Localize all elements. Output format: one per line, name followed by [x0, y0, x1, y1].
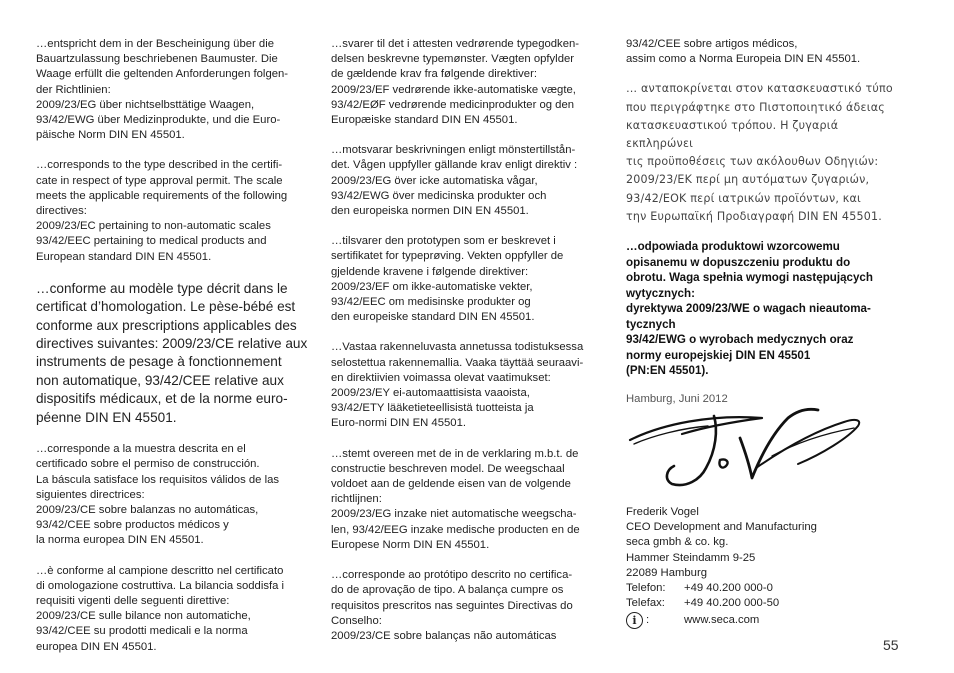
- fax-label: Telefax:: [626, 597, 665, 610]
- declaration-sv: …motsvarar beskrivningen enligt mönstertillstån- det. Vågen uppfyller gällande krav enligt direktiv : 2009/23/EG över icke automatiska vågar, 93/42/EWG över medicinska produkter och den europeiska normen DIN EN 45501.: [331, 144, 578, 218]
- web-row: [626, 612, 906, 629]
- signatory-name: Frederik Vogel: [626, 506, 699, 518]
- declaration-el: … ανταποκρίνεται στον κατασκευαστικό τύπο που περιγράφτηκε στο Πιστοποιητικό άδειας κατασκευαστικού τρόπου. Η ζυγαριά εκπληρώνει τις προϋποθέσεις των ακόλουθων Οδηγιών: 2009/23/ΕΚ περί μη αυτόματων ζυγαριών, 93/42/ΕΟΚ περί ιατρικών προϊόντων, και την Ευρωπαϊκή Προδιαγραφή DIN EN 45501.: [626, 82, 893, 223]
- signatory-title: CEO Development and Manufacturing: [626, 521, 817, 534]
- declaration-no: …tilsvarer den prototypen som er beskrevet i sertifikatet for typeprøving. Vekten oppfyller de gjeldende kravene i følgende direktiver: 2009/23/EF om ikke-automatiske vekter, 93/42/EEC om medisinske produkter og den europeiske standard DIN EN 45501.: [331, 235, 564, 324]
- declaration-en: …corresponds to the type described in the certifi- cate in respect of type approval permit. The scale meets the applicable requirements of the following directives: 2009/23/EC pertaining to non-automatic scales 93/42/EEC pertaining to medical products and European standard DIN EN 45501.: [36, 159, 288, 263]
- declaration-pt-continued: 93/42/CEE sobre artigos médicos, assim como a Norma Europeia DIN EN 45501.: [626, 38, 861, 66]
- page-number: 55: [883, 637, 899, 653]
- declaration-pl: …odpowiada produktowi wzorcowemu opisanemu w dopuszczeniu produktu do obrotu. Waga spełnia wymogi następujących wytycznych: dyrektywa 2009/23/WE o wagach nieautoma- tycznych 93/42/EWG o wyrobach medycznych oraz normy europejskiej DIN EN 45501 (PN:EN 45501).: [626, 240, 873, 378]
- info-icon: i: [626, 612, 643, 629]
- place-date: Hamburg, Juni 2012: [626, 392, 728, 405]
- web-colon: :: [646, 614, 650, 627]
- website-url: www.seca.com: [684, 614, 760, 627]
- phone-row: [626, 581, 906, 596]
- column-left: [36, 37, 312, 655]
- declaration-pt: …corresponde ao protótipo descrito no certifica- do de aprovação de tipo. A balança cumpre os requisitos prescritos nas seguintes Directivas do Conselho: 2009/23/CE sobre balanças não automáticas: [331, 569, 573, 642]
- handwritten-signature: [622, 398, 867, 493]
- declaration-fi: …Vastaa rakenneluvasta annetussa todistuksessa selostettua rakennemallia. Vaaka täyttää seuraavi- en direktiivien voimassa olevat vaatimukset: 2009/23/EY ei-automaattisista vaaoista, 93/42/ETY lääketieteellisistä tuotteista ja Euro-normi DIN EN 45501.: [331, 341, 584, 430]
- fax-number: +49 40.200 000-50: [684, 597, 780, 610]
- contact-block: [626, 505, 906, 629]
- phone-label: Telefon:: [626, 582, 666, 595]
- declaration-it: …è conforme al campione descritto nel certificato di omologazione costruttiva. La bilancia soddisfa i requisiti vigenti delle seguenti direttive: 2009/23/CE sulle bilance non automatiche, 93/42/CEE su prodotti medicali e la norma europea DIN EN 45501.: [36, 564, 285, 653]
- declaration-es: …corresponde a la muestra descrita en el certificado sobre el permiso de construcción. La báscula satisface los requisitos válidos de las siguientes directrices: 2009/23/CE sobre balanzas no automáticas, 93/42/CEE sobre productos médicos y la norma europea DIN EN 45501.: [36, 443, 280, 547]
- declaration-nl: …stemt overeen met de in de verklaring m.b.t. de constructie beschreven model. De weegschaal voldoet aan de geldende eisen van de volgende richtlijnen: 2009/23/EG inzake niet automatische weegscha- len, 93/42/EEG inzake medische producten en de Europese Norm DIN EN 45501.: [331, 447, 580, 551]
- column-middle: [331, 37, 607, 644]
- column-right: [626, 37, 906, 407]
- fax-row: [626, 596, 906, 611]
- declaration-da: …svarer til det i attesten vedrørende typegodken- delsen beskrevne typemønster. Vægten opfylder de gældende krav fra følgende direktiver: 2009/23/EF vedrørende ikke-automatiske vægte, 93/42/EØF vedrørende medicinprodukter og den Europæiske standard DIN EN 45501.: [331, 38, 580, 127]
- city-address: 22089 Hamburg: [626, 566, 708, 579]
- phone-number: +49 40.200 000-0: [684, 582, 773, 595]
- company-name: seca gmbh & co. kg.: [626, 536, 729, 549]
- declaration-de: …entspricht dem in der Bescheinigung über die Bauartzulassung beschriebenen Baumuster. Die Waage erfüllt die geltenden Anforderungen folgen- der Richtlinien: 2009/23/EG über nichtselbsttätige Waagen, 93/42/EWG über Medizinprodukte, und die Euro- päische Norm DIN EN 45501.: [36, 38, 289, 142]
- declaration-fr: …conforme au modèle type décrit dans le certificat d’homologation. Le pèse-bébé est conforme aux prescriptions applicables des directives suivantes: 2009/23/CE relative aux instruments de pesage à fonctionnement non automatique, 93/42/CEE relative aux dispositifs médicaux, et de la norme euro- péenne DIN EN 45501.: [36, 280, 308, 425]
- street-address: Hammer Steindamm 9-25: [626, 551, 756, 564]
